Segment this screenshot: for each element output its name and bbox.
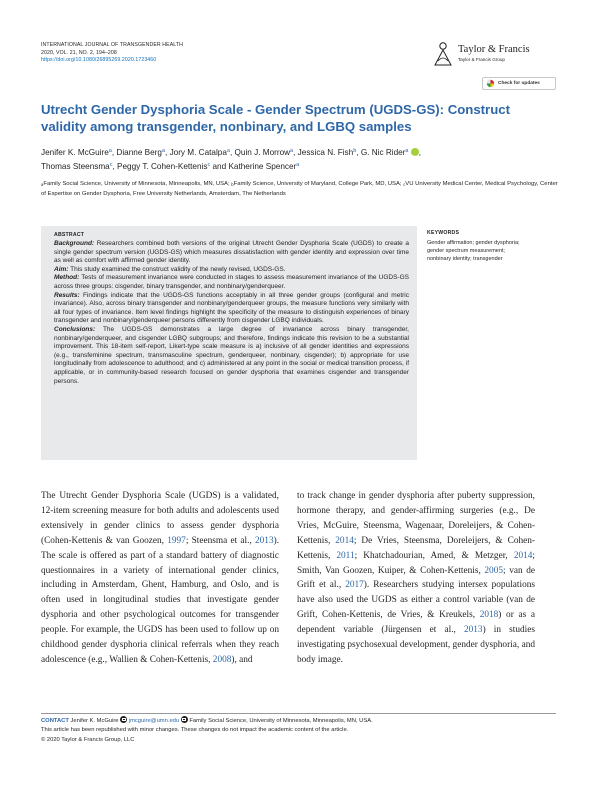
author[interactable]: Quin J. Morrow$^a$ bbox=[234, 148, 294, 157]
citation-link[interactable]: 2018 bbox=[479, 610, 499, 621]
footer-rule bbox=[41, 713, 556, 714]
tf-logo-icon bbox=[432, 41, 454, 67]
body-text: to track change in gender dysphoria after puberty suppression, hormone therapy, and gender-affirming surgeries (e.g., De Vries, McGuire, Steensma, Wagenaar, Doreleijers, & Cohen-Kettenis, bbox=[297, 491, 535, 546]
author[interactable]: G. Nic Rider$^a$ bbox=[360, 148, 409, 157]
author[interactable]: Jessica N. Fish$^b$ bbox=[297, 148, 357, 157]
journal-header bbox=[41, 42, 183, 65]
check-updates-icon bbox=[486, 79, 495, 88]
orcid-icon[interactable] bbox=[411, 148, 419, 156]
body-text: ) in studies investigating psychosexual development, gender dysphoria, and body image. bbox=[297, 625, 535, 665]
publisher-logo[interactable] bbox=[432, 41, 556, 69]
body-text: ) or as a dependent variable (Jürgensen et al., bbox=[297, 610, 535, 636]
citation-link[interactable]: 2013 bbox=[463, 625, 483, 636]
affiliation-b: Family Science, University of Maryland, College Park, MD, USA; bbox=[233, 181, 402, 187]
contact-email-link[interactable]: jmcguire@umn.edu bbox=[128, 718, 180, 724]
journal-volume: 2020, VOL. 21, NO. 2, 194–208 bbox=[41, 49, 117, 56]
author[interactable]: Jory M. Catalpa$^a$ bbox=[169, 148, 230, 157]
check-for-updates-button[interactable] bbox=[482, 77, 556, 90]
author[interactable]: Katherine Spencer$^a$ bbox=[228, 161, 300, 171]
contact-name: Jenifer K. McGuire bbox=[70, 718, 119, 724]
body-text: ; Khatchadourian, Amed, & Metzger, bbox=[354, 550, 514, 561]
citation-link[interactable]: 2005 bbox=[484, 565, 503, 576]
citation-link[interactable]: 2011 bbox=[336, 550, 355, 561]
body-text: ; van de Grift et al., bbox=[297, 565, 535, 591]
body-text: ; Steensma et al., bbox=[185, 535, 255, 546]
keywords-text: Gender affirmation; gender dysphoria; gender spectrum measurement; nonbinary identity; transgender bbox=[427, 240, 520, 263]
author[interactable]: Dianne Berg$^a$ bbox=[116, 148, 165, 157]
email-icon bbox=[120, 716, 127, 723]
keywords-label: KEYWORDS bbox=[427, 230, 460, 236]
publisher-subname: Taylor & Francis Group bbox=[458, 57, 505, 62]
affiliation-a: Family Social Science, University of Minnesota, Minneapolis, MN, USA; bbox=[43, 181, 230, 187]
author-connector: and bbox=[212, 161, 227, 171]
citation-link[interactable]: 1997 bbox=[167, 535, 186, 546]
contact-label: CONTACT bbox=[41, 718, 69, 724]
author-list: Jenifer K. McGuire$^a$, Dianne Berg$^a$, Jory M. Catalpa$^a$, Quin J. Morrow$^a$, Jessica N. Fish$^b$, G. Nic Rider$^a$ iD , Thomas Steensma$^c$, Peggy T. Cohen-Kettenis$^c$ and Katherine Spencer$^a$ bbox=[41, 146, 561, 173]
citation-link[interactable]: 2014 bbox=[335, 535, 354, 546]
body-text: ). Researchers studying intersex populations have also used the UGDS as either a control variable (van de Grift, Cohen-Kettenis, de Vries, & Kreukels, bbox=[297, 580, 535, 621]
body-text: The Utrecht Gender Dysphoria Scale (UGDS) is a validated, 12-item screening measure for both adults and adolescents used extensively in gender clinics to assess gender dysphoria (Cohen-Kettenis & van Goozen, bbox=[41, 491, 279, 546]
article-title: Utrecht Gender Dysphoria Scale - Gender Spectrum (UGDS-GS): Construct validity among transgender, nonbinary, and LGBQ samples bbox=[41, 102, 510, 134]
doi-link[interactable]: https://doi.org/10.1080/26895269.2020.1723460 bbox=[41, 57, 157, 63]
body-text: ; De Vries, Steensma, Doreleijers, & Cohen-Kettenis, bbox=[297, 535, 535, 561]
abstract-box bbox=[41, 226, 417, 460]
body-text: ). The scale is offered as part of a standard battery of diagnostic questionnaires in a variety of international gender clinics, including in Amsterdam, Ghent, Hamburg, and Oslo, and is often used in longitudinal studies that investigate gender dysphoria and other psychological outcomes for transgender people. For example, the UGDS has been used to follow up on childhood gender dysphoria clinical referrals when they reach adolescence (e.g., Wallien & Cohen-Kettenis, bbox=[41, 535, 280, 665]
contact-affiliation: Family Social Science, University of Minnesota, Minneapolis, MN, USA. bbox=[189, 718, 373, 724]
publisher-name: Taylor & Francis bbox=[458, 44, 530, 55]
author[interactable]: Jenifer K. McGuire$^a$ bbox=[41, 148, 112, 157]
abstract-label: ABSTRACT bbox=[54, 232, 85, 238]
abstract-text: Background: Researchers combined both versions of the original Utrecht Gender Dysphoria Scale (UGDS) to create a single gender spectrum version (UGDS-GS) which measures dissatisfaction with gender identity and expression over time as well as comfort with affirmed gender identity. Aim: This study examined the construct validity of the newly revised, UGDS-GS. Method: Tests of measurement invariance were conducted in stages to assess measurement invariance of the UGDS-GS across three groups: cisgender, binary transgender, and nonbinary/genderqueer. Results: Findings indicate that the UGDS-GS functions acceptably in all three gender groups (configural and metric invariance). Also, across binary transgender and nonbinary/genderqueer groups, the measure functions very similarly with all four types of invariance. Item level findings highlight the specificity of the measure to distinguish experiences of binary transgender and nonbinary/genderqueer persons differently from cisgender LGBQ individuals. Conclusions: The UGDS-GS demonstrates a large degree of invariance across binary transgender, nonbinary/genderqueer, and cisgender LGBQ subgroups; and therefore, findings indicate this revision to be a substantial improvement. This 18-item self-report, Likert-type scale measure is a) inclusive of all gender identities and expressions (e.g., transfeminine spectrum, transmasculine spectrum, genderqueer, nonbinary, cisgender); b) appropriate for use longitudinally from adolescence to adulthood; and c) administered at any point in the social or medical transition process, if applicable, or in community-based research focused on gender dysphoria that examines cisgender and transgender persons. bbox=[54, 240, 409, 385]
citation-link[interactable]: 2013 bbox=[255, 535, 274, 546]
affiliations: $^a$Family Social Science, University of Minnesota, Minneapolis, MN, USA; $^b$Family Science, University of Maryland, College Park, MD, USA; $^c$VU University Medical Center, Medical Psychology, Center of Expertise on Gender Dysphoria, Free University Netherlands, Amsterdam, The Netherlands bbox=[41, 181, 558, 197]
author[interactable]: Thomas Steensma$^c$ bbox=[41, 161, 113, 171]
republished-note: This article has been republished with minor changes. These changes do not impact the academic content of the article. bbox=[41, 727, 349, 734]
check-updates-label: Check for updates bbox=[498, 81, 540, 86]
citation-link[interactable]: 2008 bbox=[212, 654, 232, 665]
citation-link[interactable]: 2014 bbox=[513, 550, 533, 561]
affiliation-icon bbox=[181, 716, 188, 723]
footer bbox=[41, 716, 561, 745]
citation-link[interactable]: 2017 bbox=[345, 580, 364, 591]
body-column-left bbox=[41, 489, 279, 668]
author[interactable]: Peggy T. Cohen-Kettenis$^c$ bbox=[117, 161, 211, 171]
journal-name: INTERNATIONAL JOURNAL OF TRANSGENDER HEALTH bbox=[41, 42, 183, 48]
body-column-right bbox=[297, 489, 535, 668]
copyright: © 2020 Taylor & Francis Group, LLC bbox=[41, 736, 135, 743]
affiliation-c: VU University Medical Center, Medical Psychology, Center of Expertise on Gender Dysphoria, Free University Netherlands, Amsterdam, The Netherlands bbox=[41, 181, 558, 197]
body-text: ; Smith, Van Goozen, Kuiper, & Cohen-Kettenis, bbox=[297, 550, 535, 576]
contact-line bbox=[41, 716, 561, 726]
body-text: ), and bbox=[231, 654, 253, 665]
